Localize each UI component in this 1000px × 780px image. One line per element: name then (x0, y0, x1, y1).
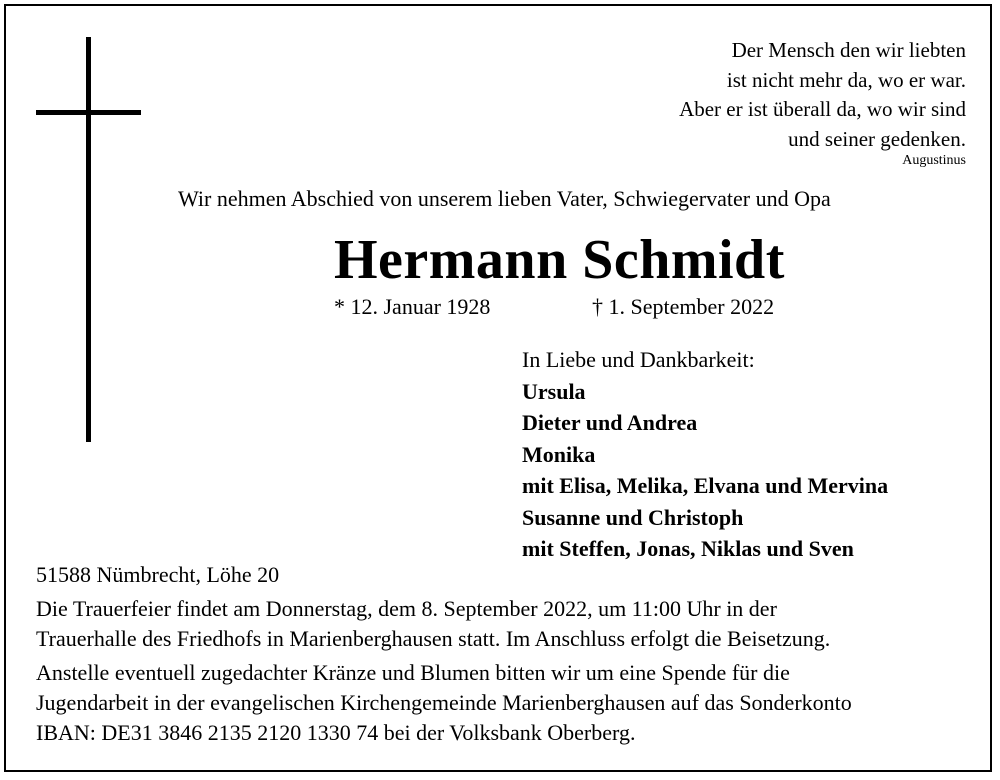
mourner-name: Ursula (522, 378, 586, 404)
poem-line: Aber er ist überall da, wo wir sind (679, 97, 966, 121)
deceased-name: Hermann Schmidt (334, 229, 785, 291)
donation-notice-line: Jugendarbeit in der evangelischen Kirchengemeinde Marienberghausen auf das Sonderkonto (36, 690, 852, 715)
donation-notice-line: Anstelle eventuell zugedachter Kränze und Blumen bitten wir um eine Spende für die (36, 660, 790, 685)
poem-line: ist nicht mehr da, wo er war. (726, 67, 966, 92)
funeral-notice (36, 594, 971, 654)
death-date: † 1. September 2022 (592, 294, 775, 319)
farewell-intro: Wir nehmen Abschied von unserem lieben Vater, Schwiegervater und Opa (178, 186, 831, 211)
poem-line: Der Mensch den wir liebten (731, 38, 966, 62)
funeral-notice-line: Trauerhalle des Friedhofs in Marienberghausen statt. Im Anschluss erfolgt die Beisetzung. (36, 626, 831, 651)
poem-line: und seiner gedenken. (788, 126, 966, 151)
mourner-name: mit Steffen, Jonas, Niklas und Sven (522, 536, 854, 561)
mourner-name: mit Elisa, Melika, Elvana und Mervina (522, 473, 889, 498)
cross-icon-horizontal-bar (36, 110, 141, 115)
mourners-heading: In Liebe und Dankbarkeit: (522, 347, 755, 372)
poem-author: Augustinus (902, 153, 966, 168)
poem-quote (466, 36, 966, 169)
mourner-name: Susanne und Christoph (522, 504, 744, 530)
birth-date: * 12. Januar 1928 (334, 294, 491, 319)
funeral-notice-line: Die Trauerfeier findet am Donnerstag, dem 8. September 2022, um 11:00 Uhr in der (36, 596, 777, 621)
donation-notice-line: IBAN: DE31 3846 2135 2120 1330 74 bei der Volksbank Oberberg. (36, 720, 636, 745)
mourners-list (522, 344, 888, 565)
family-address: 51588 Nümbrecht, Löhe 20 (36, 562, 280, 587)
donation-notice (36, 658, 971, 748)
mourner-name: Monika (522, 441, 596, 467)
cross-icon-vertical-bar (86, 37, 91, 442)
mourner-name: Dieter und Andrea (522, 410, 698, 435)
